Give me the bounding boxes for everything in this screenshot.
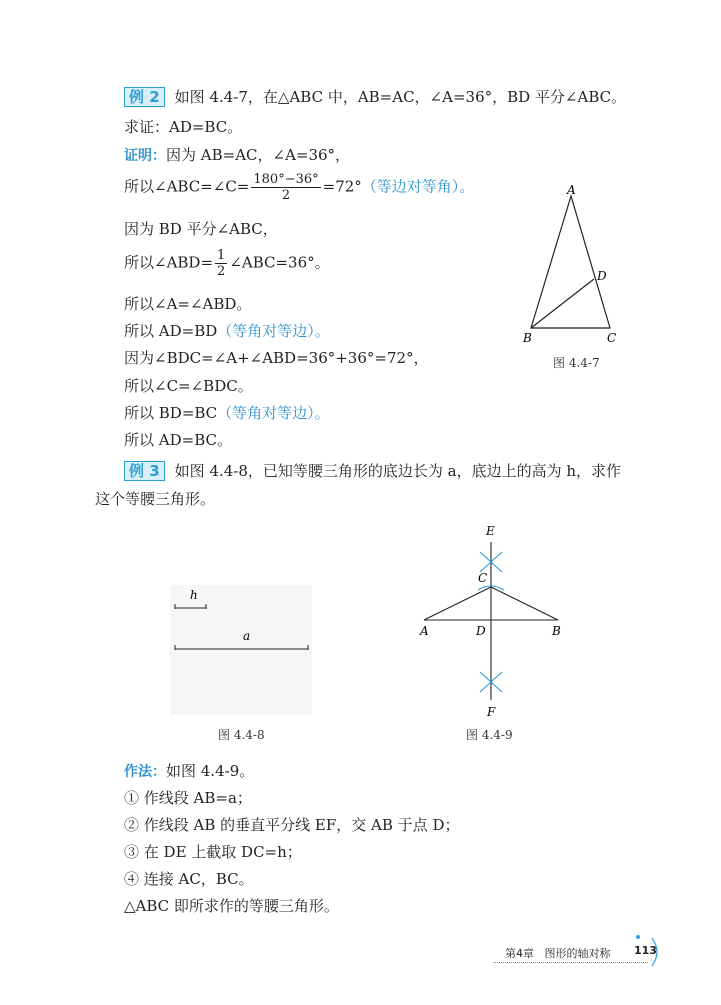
segment-bd bbox=[531, 279, 594, 328]
line4-denominator: 2 bbox=[217, 264, 226, 279]
proof-line-10: 所以 AD=BC。 bbox=[124, 431, 232, 449]
line9-main: 所以 BD=BC bbox=[124, 404, 218, 422]
example2-label: 例 2 bbox=[124, 87, 165, 107]
construction-step-4: ④ 连接 AC，BC。 bbox=[124, 870, 254, 888]
line9-reason: （等角对等边）。 bbox=[217, 404, 330, 422]
fig449-label-e: E bbox=[486, 524, 495, 538]
example3-label: 例 3 bbox=[124, 461, 165, 481]
construction-label: 作法： bbox=[124, 764, 166, 780]
figure-4-4-9 bbox=[410, 520, 580, 720]
proof-line-5: 所以∠A=∠ABD。 bbox=[124, 295, 252, 313]
line4-suffix: ∠ABC=36°。 bbox=[229, 253, 330, 272]
figure-4-4-9-caption: 图 4.4-9 bbox=[466, 728, 513, 742]
line4-numerator: 1 bbox=[217, 248, 226, 263]
proof-line-9 bbox=[124, 403, 330, 423]
construction-heading bbox=[124, 761, 254, 782]
line4-prefix: 所以∠ABD= bbox=[124, 253, 214, 272]
line2-fraction bbox=[251, 172, 320, 203]
fig449-label-b: B bbox=[552, 624, 561, 638]
proof-line-3: 因为 BD 平分∠ABC， bbox=[124, 220, 278, 238]
line2-numerator: 180°−36° bbox=[253, 172, 319, 187]
proof-line-8: 所以∠C=∠BDC。 bbox=[124, 377, 253, 395]
fig449-label-f: F bbox=[487, 705, 496, 719]
footer-chapter bbox=[505, 945, 611, 961]
construction-conclusion: △ABC 即所求作的等腰三角形。 bbox=[124, 897, 339, 915]
proof-line1-text: 因为 AB=AC，∠A=36°， bbox=[166, 146, 351, 164]
footer-chapter-number: 第4章 bbox=[505, 947, 534, 960]
fig449-label-d: D bbox=[476, 624, 486, 638]
badge-arc bbox=[652, 938, 657, 966]
line6-reason: （等角对等边）。 bbox=[217, 322, 330, 340]
badge-dot bbox=[636, 935, 640, 939]
construction-step-3: ③ 在 DE 上截取 DC=h； bbox=[124, 843, 302, 861]
proof-line-4 bbox=[124, 248, 330, 279]
example2-prove: 求证：AD=BC。 bbox=[124, 118, 243, 136]
triangle-abc bbox=[531, 196, 610, 328]
figure-4-4-8-caption: 图 4.4-8 bbox=[218, 728, 265, 742]
figure-4-4-7-caption: 图 4.4-7 bbox=[553, 356, 600, 370]
proof-label: 证明： bbox=[124, 148, 166, 164]
construction-intro: 如图 4.4-9。 bbox=[166, 762, 255, 780]
fig449-label-a: A bbox=[420, 624, 429, 638]
figure-4-4-8 bbox=[170, 585, 312, 715]
proof-line-6 bbox=[124, 321, 330, 341]
page-number-badge bbox=[630, 930, 664, 970]
line6-main: 所以 AD=BD bbox=[124, 322, 218, 340]
fig447-label-c: C bbox=[607, 331, 617, 345]
line2-denominator: 2 bbox=[281, 188, 291, 203]
fig447-label-b: B bbox=[523, 331, 532, 345]
example3-problem-line1: 如图 4.4-8，已知等腰三角形的底边长为 a，底边上的高为 h，求作 bbox=[174, 462, 622, 480]
construction-step-1: ① 作线段 AB=a； bbox=[124, 789, 252, 807]
fig448-background bbox=[170, 585, 312, 715]
figure-4-4-7 bbox=[515, 180, 635, 350]
fig448-label-h: h bbox=[190, 588, 198, 602]
line4-fraction bbox=[215, 248, 227, 279]
proof-line-7: 因为∠BDC=∠A+∠ABD=36°+36°=72°， bbox=[124, 349, 429, 367]
line2-prefix: 所以∠ABC=∠C= bbox=[124, 177, 250, 196]
fig448-label-a: a bbox=[243, 629, 251, 643]
fig449-label-c: C bbox=[478, 571, 488, 585]
proof-line-1 bbox=[124, 145, 350, 166]
proof-line-2 bbox=[124, 172, 474, 203]
example2-heading bbox=[124, 87, 626, 107]
line2-reason: （等边对等角）。 bbox=[361, 177, 475, 196]
example3-problem-line2: 这个等腰三角形。 bbox=[95, 490, 216, 508]
line2-suffix: =72° bbox=[322, 177, 362, 196]
page-number: 113 bbox=[634, 944, 657, 957]
construction-step-2: ② 作线段 AB 的垂直平分线 EF，交 AB 于点 D； bbox=[124, 816, 460, 834]
footer-chapter-title: 图形的轴对称 bbox=[544, 947, 611, 960]
example2-problem: 如图 4.4-7，在△ABC 中，AB=AC，∠A=36°，BD 平分∠ABC。 bbox=[174, 88, 627, 106]
fig447-label-a: A bbox=[567, 183, 576, 197]
example3-heading bbox=[124, 461, 621, 481]
footer-rule bbox=[493, 962, 648, 963]
fig447-label-d: D bbox=[597, 269, 607, 283]
